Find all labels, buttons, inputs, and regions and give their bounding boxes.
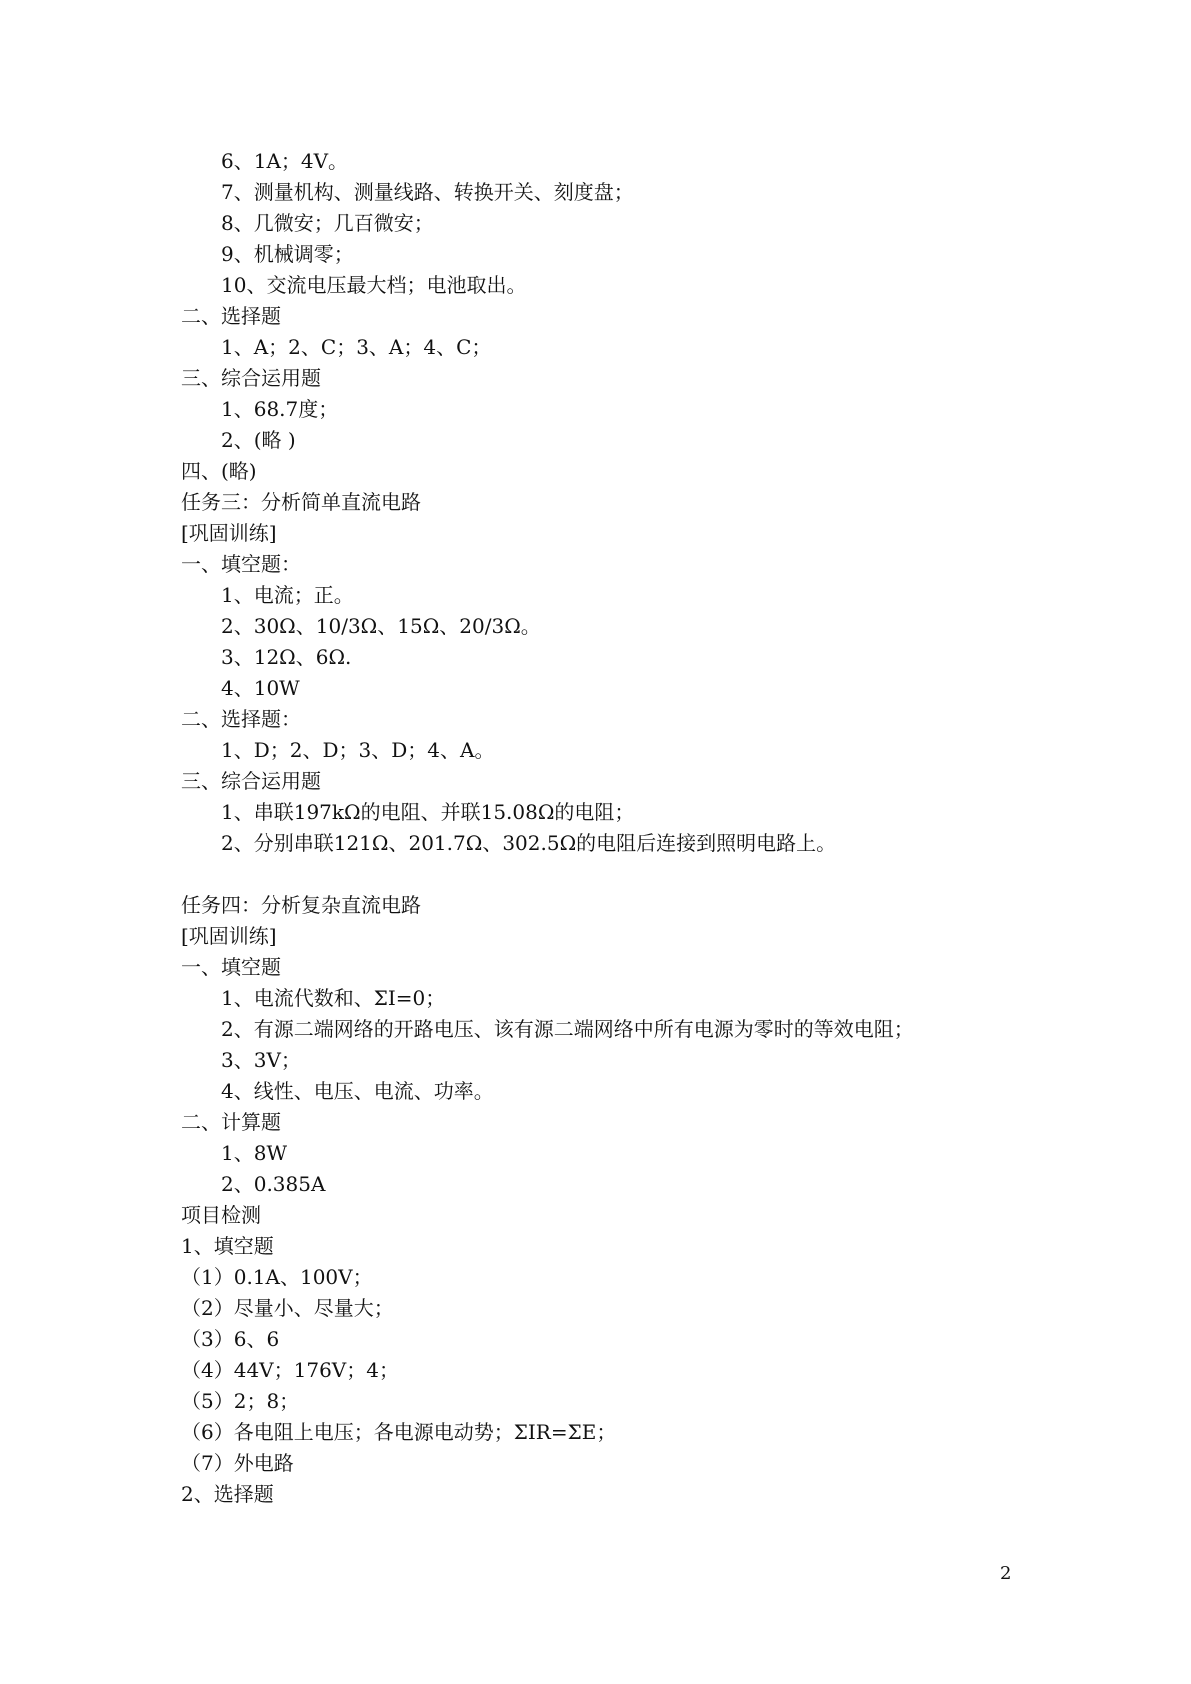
text-line: （5）2；8； (181, 1389, 300, 1413)
text-line: 一、填空题： (181, 552, 301, 576)
text-line: （3）6、6 (181, 1327, 280, 1351)
text-line: 2、选择题 (181, 1482, 274, 1506)
text-line: 4、线性、电压、电流、功率。 (221, 1079, 494, 1103)
text-line: 任务三：分析简单直流电路 (181, 490, 421, 514)
text-line: 3、12Ω、6Ω. (221, 645, 352, 669)
text-line: 二、选择题 (181, 304, 281, 328)
text-line: 3、3V； (221, 1048, 301, 1072)
text-line: 任务四：分析复杂直流电路 (181, 893, 421, 917)
text-line: 二、选择题： (181, 707, 301, 731)
text-line: 1、D；2、D；3、D；4、A。 (221, 738, 495, 762)
text-line: 2、分别串联121Ω、201.7Ω、302.5Ω的电阻后连接到照明电路上。 (221, 831, 837, 855)
text-line: （2）尽量小、尽量大； (181, 1296, 394, 1320)
text-line: 8、几微安；几百微安； (221, 211, 434, 235)
text-line: 1、A；2、C；3、A；4、C； (221, 335, 492, 359)
document-body (181, 146, 1081, 1510)
text-line: 三、综合运用题 (181, 769, 321, 793)
text-line: [巩固训练] (181, 924, 277, 948)
text-line: 7、测量机构、测量线路、转换开关、刻度盘； (221, 180, 634, 204)
text-line: 2、有源二端网络的开路电压、该有源二端网络中所有电源为零时的等效电阻； (221, 1017, 914, 1041)
text-line: （1）0.1A、100V； (181, 1265, 373, 1289)
text-line: （6）各电阻上电压；各电源电动势；ΣIR=ΣE； (181, 1420, 617, 1444)
text-line: 项目检测 (181, 1203, 261, 1227)
page-number: 2 (1000, 1563, 1012, 1584)
text-line: 6、1A；4V。 (221, 149, 349, 173)
text-line: 1、8W (221, 1141, 288, 1165)
text-line: 2、30Ω、10/3Ω、15Ω、20/3Ω。 (221, 614, 541, 638)
text-line: 四、(略) (181, 459, 257, 483)
text-line: （7）外电路 (181, 1451, 294, 1475)
text-line: 二、计算题 (181, 1110, 281, 1134)
text-line: 三、综合运用题 (181, 366, 321, 390)
text-line: 9、机械调零； (221, 242, 354, 266)
text-line: 一、填空题 (181, 955, 281, 979)
text-line: 1、电流；正。 (221, 583, 354, 607)
text-line: 1、68.7度； (221, 397, 339, 421)
text-line: 2、(略 ) (221, 428, 296, 452)
text-line: 1、串联197kΩ的电阻、并联15.08Ω的电阻； (221, 800, 635, 824)
text-line: （4）44V；176V；4； (181, 1358, 399, 1382)
text-line: 1、电流代数和、ΣI=0； (221, 986, 446, 1010)
text-line: 4、10W (221, 676, 300, 700)
text-line: 2、0.385A (221, 1172, 326, 1196)
text-line: [巩固训练] (181, 521, 277, 545)
text-line: 1、填空题 (181, 1234, 274, 1258)
text-line: 10、交流电压最大档；电池取出。 (221, 273, 527, 297)
blank-line (181, 859, 1081, 890)
